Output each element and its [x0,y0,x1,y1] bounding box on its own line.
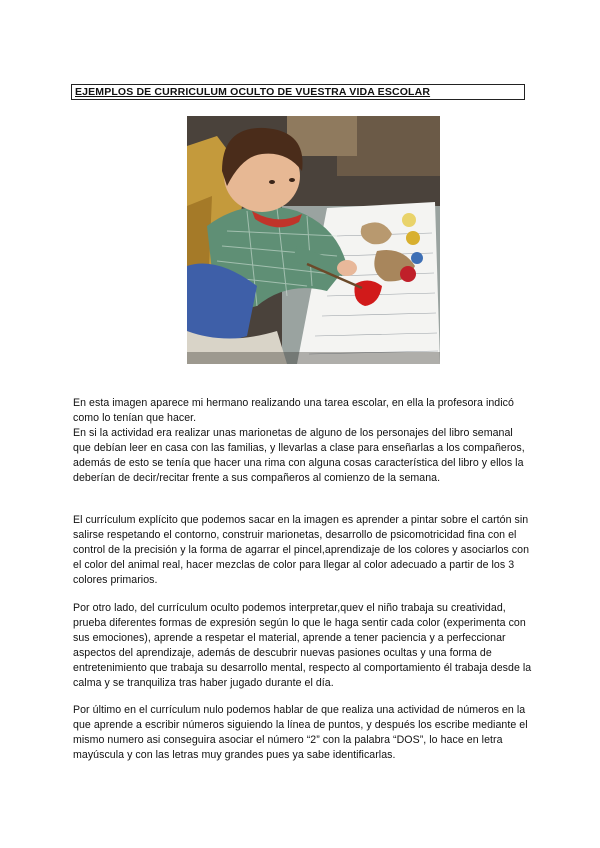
paragraph-3: El currículum explícito que podemos sacar en la imagen es aprender a pintar sobre el cartón sin salirse respetando el contorno, construir marionetas, desarrollo de psicomotricidad fina con el control de la precisión y la forma de agarrar el pincel,aprendizaje de los colores y asociarlos con el color del animal real, hacer mezclas de color para llegar al color adecuado a partir de los 3 colores primarios. [73,514,530,586]
paragraph-1-block [73,396,533,486]
paragraph-5-block [73,703,533,763]
child-painting-photo [187,116,440,364]
photo-illustration [187,116,440,364]
paragraph-4-block [73,601,533,691]
document-title: EJEMPLOS DE CURRICULUM OCULTO DE VUESTRA VIDA ESCOLAR [71,84,525,100]
paragraph-4: Por otro lado, del currículum oculto podemos interpretar,quev el niño trabaja su creatividad, prueba diferentes formas de expresión según lo que le haga sentir cada color (experimenta con sus emociones), aprende a respetar el material, aprende a tener paciencia y a perfeccionar aspectos del aprendizaje, además de descubrir nuevas pasiones ocultas y una forma de entretenimiento que trabaja su desarrollo mental, respecto al comportamiento él trabaja desde la calma y se tranquiliza tras haber jugado durante el día. [73,602,532,689]
paragraph-2: En si la actividad era realizar unas marionetas de alguno de los personajes del libro semanal que debían leer en casa con las familias, y llevarlas a clase para enseñarlas a los compañeros, además de esto se tenía que hacer una rima con alguna cosas característica del libro y ellos la deberían de decir/recitar frente a sus compañeros al comienzo de la semana. [73,427,525,484]
paragraph-3-block [73,513,533,588]
paragraph-5: Por último en el currículum nulo podemos hablar de que realiza una actividad de números en la que aprende a escribir números siguiendo la línea de puntos, y después los escribe mediante el mismo numero asi conseguira asociar el número “2” con la palabra “DOS”, lo hace en letra mayúscula y con las letras muy grandes pues ya sabe identificarlas. [73,704,528,761]
paragraph-1: En esta imagen aparece mi hermano realizando una tarea escolar, en ella la profesora indicó como lo tenían que hacer. [73,397,514,424]
